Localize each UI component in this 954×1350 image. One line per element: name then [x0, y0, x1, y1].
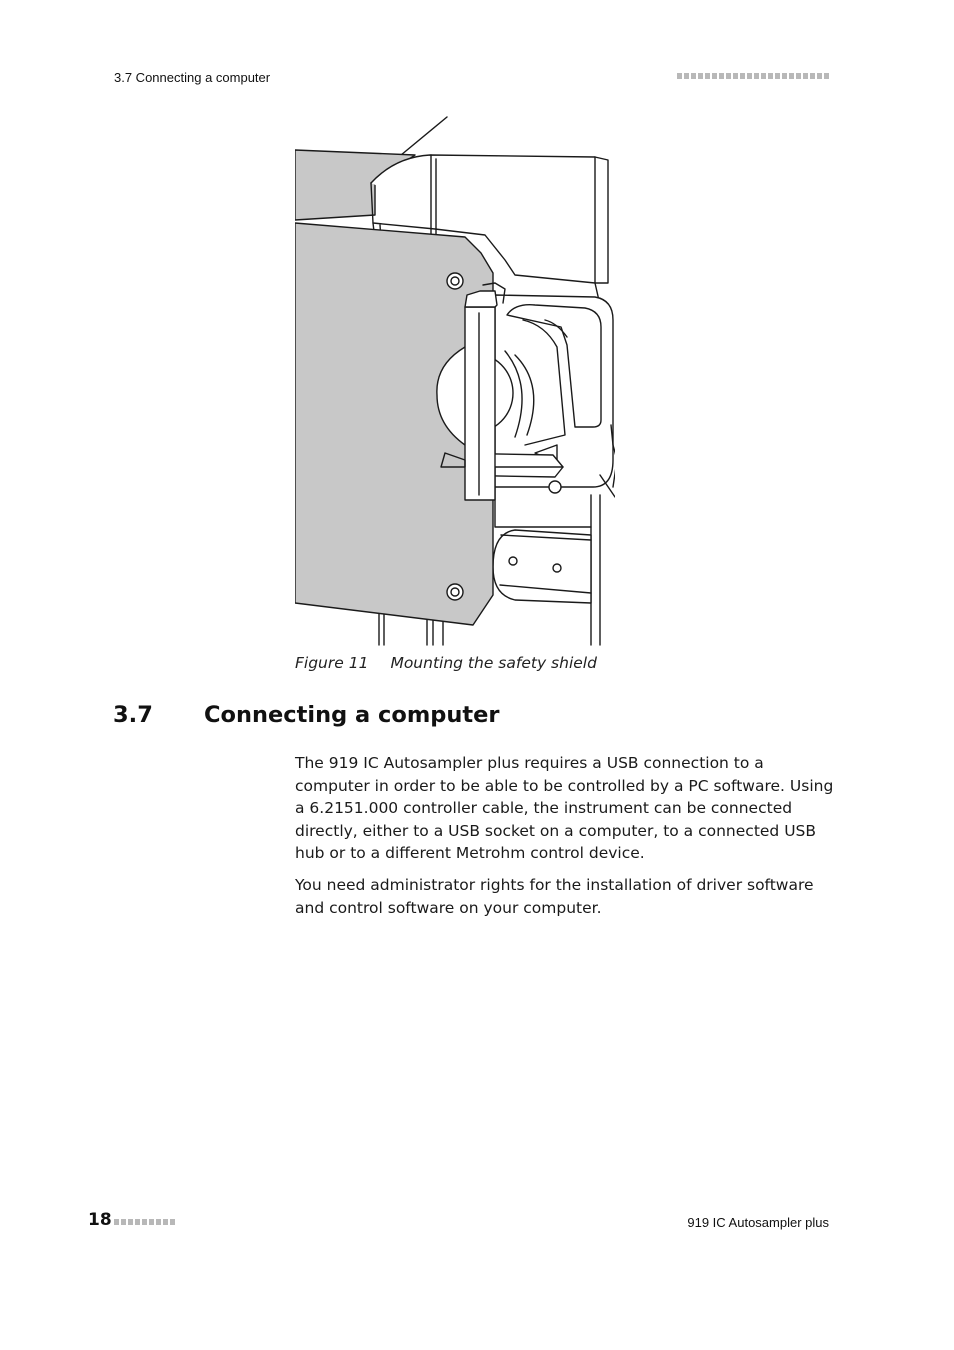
section-body	[295, 752, 835, 928]
figure-caption	[295, 654, 597, 672]
section-title: Connecting a computer	[204, 702, 500, 728]
footer-product-name: 919 IC Autosampler plus	[687, 1215, 829, 1230]
safety-shield-illustration	[295, 115, 615, 647]
header-decoration-bar	[677, 73, 829, 79]
figure-caption-number: Figure 11	[295, 654, 369, 672]
footer-decoration-bar	[114, 1219, 175, 1225]
body-paragraph: The 919 IC Autosampler plus requires a USB connection to a computer in order to be able to be controlled by a PC software. Using a 6.2151.000 controller cable, the instrument can be connected directly, either to a USB socket on a computer, to a connected USB hub or to a different Metrohm control device.	[295, 754, 834, 863]
body-paragraph: You need administrator rights for the installation of driver software and control software on your computer.	[295, 875, 814, 917]
figure-safety-shield	[295, 115, 615, 647]
section-heading	[113, 702, 500, 728]
section-number: 3.7	[113, 702, 153, 728]
running-head: 3.7 Connecting a computer	[114, 70, 271, 85]
page-number: 18	[88, 1210, 112, 1230]
figure-caption-title: Mounting the safety shield	[390, 654, 597, 672]
